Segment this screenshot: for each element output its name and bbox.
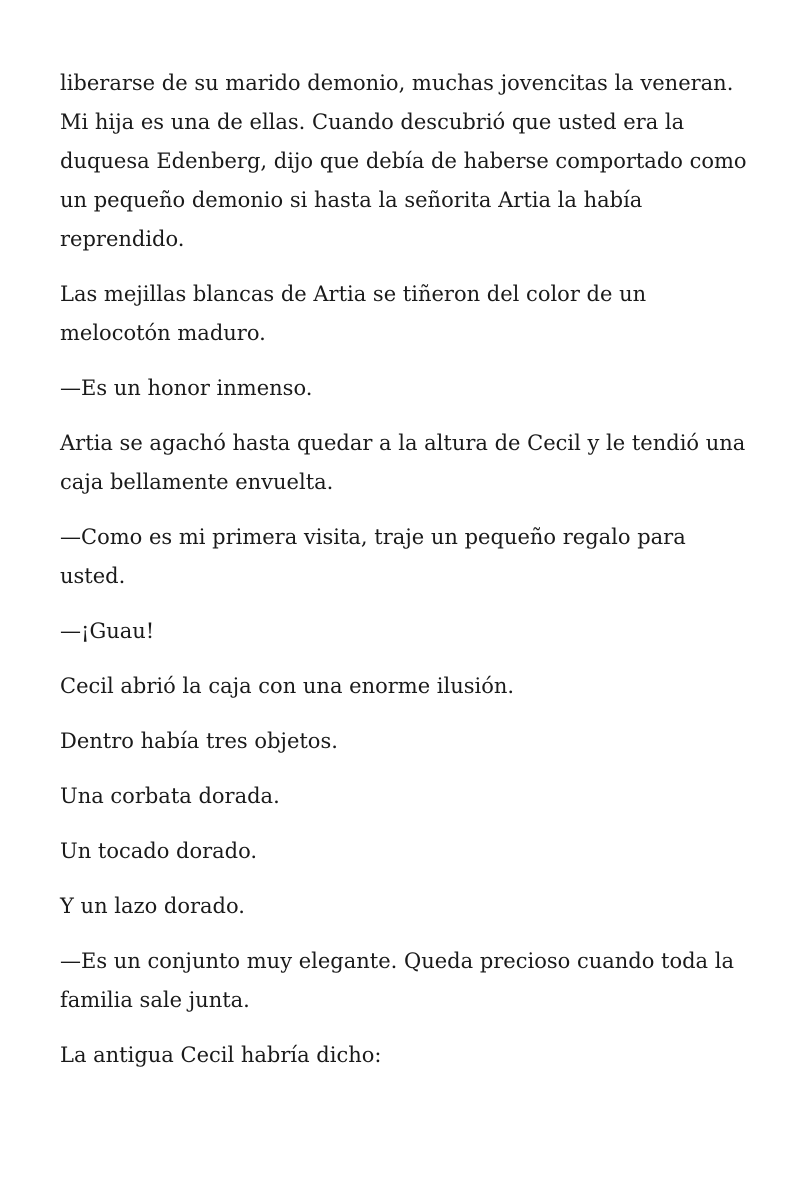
paragraph: La antigua Cecil habría dicho: bbox=[60, 1043, 382, 1067]
paragraph: liberarse de su marido demonio, muchas jovencitas la veneran. Mi hija es una de ellas. Cuando descubrió que usted era la duquesa Edenberg, dijo que debía de haberse comportado como un pequeño demonio si hasta la señorita Artia la había reprendido. bbox=[60, 71, 747, 251]
paragraph: —¡Guau! bbox=[60, 619, 155, 643]
paragraph: Artia se agachó hasta quedar a la altura de Cecil y le tendió una caja bellamente envuelta. bbox=[60, 431, 746, 494]
book-page bbox=[60, 64, 750, 1091]
paragraph: Las mejillas blancas de Artia se tiñeron del color de un melocotón maduro. bbox=[60, 282, 647, 345]
paragraph: Una corbata dorada. bbox=[60, 784, 280, 808]
paragraph: —Como es mi primera visita, traje un pequeño regalo para usted. bbox=[60, 525, 686, 588]
paragraph: Un tocado dorado. bbox=[60, 839, 258, 863]
paragraph: —Es un conjunto muy elegante. Queda precioso cuando toda la familia sale junta. bbox=[60, 949, 734, 1012]
paragraph: Cecil abrió la caja con una enorme ilusión. bbox=[60, 674, 515, 698]
paragraph: Y un lazo dorado. bbox=[60, 894, 245, 918]
paragraph: Dentro había tres objetos. bbox=[60, 729, 338, 753]
paragraph: —Es un honor inmenso. bbox=[60, 376, 313, 400]
